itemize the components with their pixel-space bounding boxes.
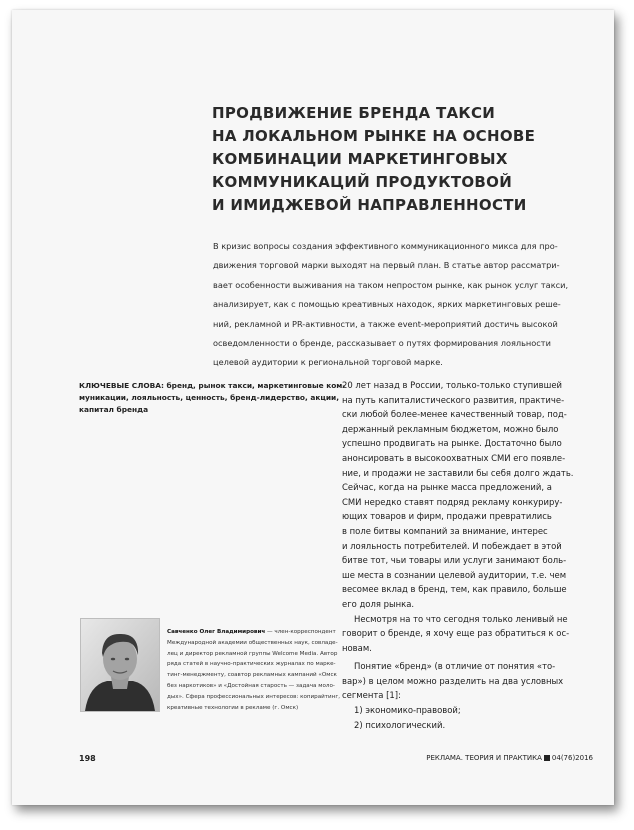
body-line: СМИ нередко ставят подряд рекламу конкуриру- — [342, 496, 563, 507]
author-bio-line: лец и директор рекламной группы Welcome Media. Автор — [167, 650, 338, 657]
abstract-line: анализирует, как с помощью креативных находок, ярких маркетинговых реше- — [213, 299, 561, 310]
author-photo — [80, 618, 160, 712]
body-line: Несмотря на то что сегодня только ленивый не — [354, 613, 568, 624]
abstract-line: ний, рекламной и PR-активности, а также event-мероприятий достичь высокой — [213, 318, 558, 329]
author-bio-line: креативные технологии в рекламе (г. Омск) — [167, 704, 299, 711]
body-line: весомее вклад в бренд, тем, как правило, больше — [342, 584, 567, 595]
body-line: анонсировать в высокоохватных СМИ его появле- — [342, 452, 566, 463]
article-body — [342, 378, 594, 732]
author-bio-line: дых». Сфера профессиональных интересов: копирайтинг, — [167, 693, 341, 700]
title-line: КОММУНИКАЦИЙ ПРОДУКТОВОЙ — [212, 173, 513, 191]
body-line: ски любой более-менее качественный товар, под- — [342, 409, 567, 420]
body-line: говорит о бренде, я хочу еще раз обратиться к ос- — [342, 628, 570, 639]
journal-issue: 04(76)2016 — [551, 754, 593, 762]
author-bio-line: тинг-менеджменту, соавтор рекламных кампаний «Омск — [167, 672, 337, 679]
abstract-line: В кризис вопросы создания эффективного коммуникационного микса для про- — [213, 241, 558, 251]
body-line: и лояльность потребителей. И побеждает в этой — [342, 540, 562, 551]
body-line: новам. — [342, 642, 372, 653]
journal-footer — [426, 754, 593, 762]
title-line: НА ЛОКАЛЬНОМ РЫНКЕ НА ОСНОВЕ — [212, 127, 536, 145]
journal-page — [12, 10, 614, 805]
title-line: ПРОДВИЖЕНИЕ БРЕНДА ТАКСИ — [212, 104, 496, 122]
title-line: И ИМИДЖЕВОЙ НАПРАВЛЕННОСТИ — [212, 196, 527, 214]
title-line: КОМБИНАЦИИ МАРКЕТИНГОВЫХ — [212, 150, 508, 168]
abstract-line: целевой аудитории к региональной торговой марке. — [213, 357, 443, 368]
author-portrait-icon — [81, 619, 159, 711]
author-bio-line: без наркотиков» и «Достойная старость — задача моло- — [167, 682, 335, 689]
author-bio-line: Международной академии общественных наук, совладе- — [167, 639, 338, 646]
author-name: Савченко Олег Владимирович — [167, 629, 266, 635]
body-line: Сейчас, когда на рынке масса предложений, а — [342, 482, 552, 493]
author-bio-line — [167, 627, 343, 638]
body-line: ше места в сознании целевой аудитории, т.е. чем — [342, 569, 567, 580]
author-bio-line: ряда статей в научно-практических журналах по марке- — [167, 661, 336, 668]
abstract-line: движения торговой марки выходят на первый план. В статье автор рассматри- — [213, 260, 560, 271]
abstract-line: вает особенности выживания на таком непростом рынке, как рынок услуг такси, — [213, 279, 569, 290]
list-item: 2) психологический. — [354, 719, 446, 730]
body-line: в поле битвы компаний за внимание, интерес — [342, 525, 548, 536]
page-number: 198 — [79, 754, 96, 763]
body-line: вар») в целом можно разделить на два условных — [342, 675, 564, 686]
body-line: его доля рынка. — [342, 598, 415, 609]
body-line: держанный рекламным бюджетом, можно было — [342, 423, 559, 434]
body-line: успешно продвигать на рынке. Достаточно было — [342, 438, 562, 449]
keywords-line: муникации, лояльность, ценность, бренд-лидерство, акции, — [79, 393, 340, 402]
body-line: ние, и продажи не заставили бы себя долго ждать. — [342, 467, 574, 478]
abstract-line: осведомленности о бренде, рассказывает о путях формирования лояльности — [213, 338, 551, 349]
square-separator-icon — [544, 755, 550, 761]
body-line: на путь капиталистического развития, практиче- — [342, 394, 565, 405]
author-bio-text: — член-корреспондент — [265, 629, 336, 635]
keywords — [79, 380, 346, 416]
body-line: битве тот, чьи товары или услуги занимают боль- — [342, 555, 567, 566]
journal-name: РЕКЛАМА. ТЕОРИЯ И ПРАКТИКА — [426, 754, 542, 762]
body-line: сегмента [1]: — [342, 690, 401, 701]
keywords-line: капитал бренда — [79, 405, 149, 414]
article-title — [212, 102, 552, 217]
body-line: Понятие «бренд» (в отличие от понятия «то- — [354, 661, 556, 672]
body-line: ющих товаров и фирм, продажи превратились — [342, 511, 552, 522]
list-item: 1) экономико-правовой; — [354, 705, 461, 716]
author-info — [167, 627, 343, 713]
keywords-line: КЛЮЧЕВЫЕ СЛОВА: бренд, рынок такси, маркетинговые ком- — [79, 381, 346, 390]
body-line: 20 лет назад в России, только-только ступившей — [342, 380, 563, 390]
article-abstract — [213, 237, 585, 373]
